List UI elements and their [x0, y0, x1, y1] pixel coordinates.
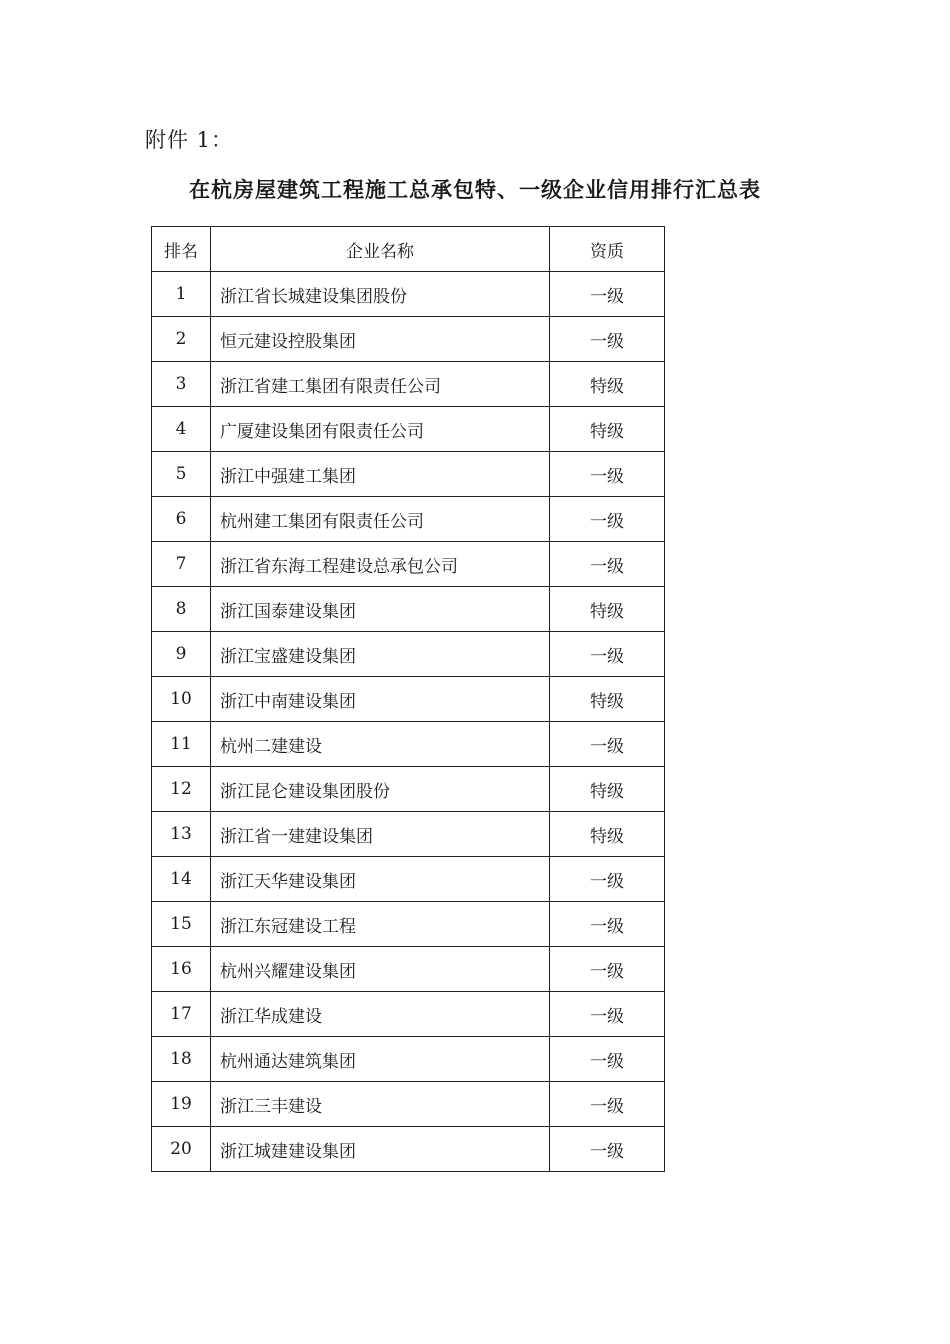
rank-cell: 20 — [152, 1127, 211, 1172]
qualification-cell: 一级 — [550, 542, 665, 587]
header-rank: 排名 — [152, 227, 211, 272]
rank-cell: 9 — [152, 632, 211, 677]
ranking-table — [151, 226, 665, 1172]
company-name-cell: 浙江省东海工程建设总承包公司 — [211, 542, 550, 587]
company-name-cell: 浙江省一建建设集团 — [211, 812, 550, 857]
company-name-cell: 杭州建工集团有限责任公司 — [211, 497, 550, 542]
qualification-cell: 一级 — [550, 497, 665, 542]
qualification-cell: 一级 — [550, 452, 665, 497]
company-name-cell: 杭州二建建设 — [211, 722, 550, 767]
table-row — [152, 722, 665, 767]
rank-cell: 18 — [152, 1037, 211, 1082]
qualification-cell: 特级 — [550, 407, 665, 452]
table-row — [152, 587, 665, 632]
table-row — [152, 1082, 665, 1127]
table-row — [152, 992, 665, 1037]
rank-cell: 7 — [152, 542, 211, 587]
rank-cell: 8 — [152, 587, 211, 632]
table-row — [152, 812, 665, 857]
table-row — [152, 452, 665, 497]
qualification-cell: 一级 — [550, 1037, 665, 1082]
header-qualification: 资质 — [550, 227, 665, 272]
table-row — [152, 1037, 665, 1082]
document-title: 在杭房屋建筑工程施工总承包特、一级企业信用排行汇总表 — [189, 178, 761, 202]
table-header-row — [152, 227, 665, 272]
qualification-cell: 一级 — [550, 992, 665, 1037]
rank-cell: 13 — [152, 812, 211, 857]
table-row — [152, 947, 665, 992]
rank-cell: 11 — [152, 722, 211, 767]
rank-cell: 6 — [152, 497, 211, 542]
qualification-cell: 一级 — [550, 317, 665, 362]
company-name-cell: 浙江宝盛建设集团 — [211, 632, 550, 677]
table-body — [152, 272, 665, 1172]
qualification-cell: 特级 — [550, 587, 665, 632]
qualification-cell: 一级 — [550, 947, 665, 992]
qualification-cell: 一级 — [550, 272, 665, 317]
company-name-cell: 杭州兴耀建设集团 — [211, 947, 550, 992]
rank-cell: 16 — [152, 947, 211, 992]
rank-cell: 1 — [152, 272, 211, 317]
rank-cell: 12 — [152, 767, 211, 812]
header-company-name: 企业名称 — [211, 227, 550, 272]
rank-cell: 17 — [152, 992, 211, 1037]
qualification-cell: 一级 — [550, 632, 665, 677]
table-row — [152, 1127, 665, 1172]
table-row — [152, 362, 665, 407]
table-row — [152, 632, 665, 677]
rank-cell: 4 — [152, 407, 211, 452]
company-name-cell: 浙江中南建设集团 — [211, 677, 550, 722]
qualification-cell: 一级 — [550, 902, 665, 947]
company-name-cell: 浙江三丰建设 — [211, 1082, 550, 1127]
rank-cell: 2 — [152, 317, 211, 362]
rank-cell: 5 — [152, 452, 211, 497]
company-name-cell: 恒元建设控股集团 — [211, 317, 550, 362]
qualification-cell: 一级 — [550, 722, 665, 767]
company-name-cell: 浙江华成建设 — [211, 992, 550, 1037]
company-name-cell: 浙江中强建工集团 — [211, 452, 550, 497]
qualification-cell: 特级 — [550, 677, 665, 722]
company-name-cell: 浙江天华建设集团 — [211, 857, 550, 902]
rank-cell: 15 — [152, 902, 211, 947]
table-row — [152, 857, 665, 902]
qualification-cell: 特级 — [550, 362, 665, 407]
qualification-cell: 一级 — [550, 1082, 665, 1127]
company-name-cell: 浙江国泰建设集团 — [211, 587, 550, 632]
company-name-cell: 浙江东冠建设工程 — [211, 902, 550, 947]
table-row — [152, 317, 665, 362]
company-name-cell: 浙江省建工集团有限责任公司 — [211, 362, 550, 407]
company-name-cell: 浙江省长城建设集团股份 — [211, 272, 550, 317]
rank-cell: 14 — [152, 857, 211, 902]
table-row — [152, 902, 665, 947]
rank-cell: 10 — [152, 677, 211, 722]
qualification-cell: 特级 — [550, 767, 665, 812]
qualification-cell: 特级 — [550, 812, 665, 857]
company-name-cell: 浙江城建建设集团 — [211, 1127, 550, 1172]
qualification-cell: 一级 — [550, 1127, 665, 1172]
table-row — [152, 542, 665, 587]
rank-cell: 3 — [152, 362, 211, 407]
attachment-label: 附件 1： — [145, 128, 234, 152]
table-row — [152, 272, 665, 317]
table-row — [152, 407, 665, 452]
company-name-cell: 杭州通达建筑集团 — [211, 1037, 550, 1082]
rank-cell: 19 — [152, 1082, 211, 1127]
company-name-cell: 广厦建设集团有限责任公司 — [211, 407, 550, 452]
qualification-cell: 一级 — [550, 857, 665, 902]
table-row — [152, 497, 665, 542]
table-row — [152, 767, 665, 812]
company-name-cell: 浙江昆仑建设集团股份 — [211, 767, 550, 812]
table-row — [152, 677, 665, 722]
